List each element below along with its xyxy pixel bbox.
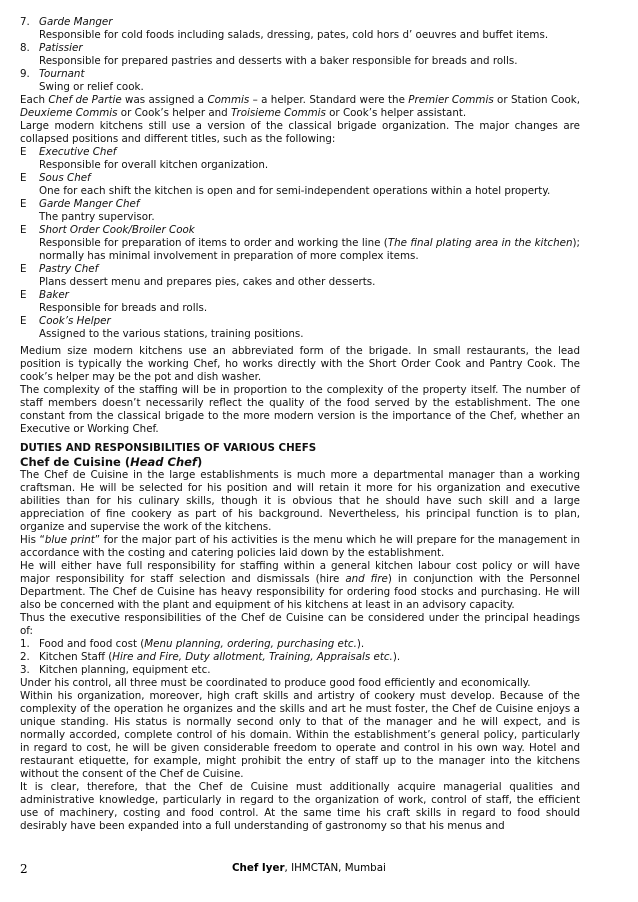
text-run: ). <box>392 651 401 663</box>
list-title: Patissier <box>39 42 83 54</box>
body-paragraph: Thus the executive responsibilities of the Chef de Cuisine can be considered under the principal headings of: <box>20 612 580 637</box>
list-item <box>20 172 580 185</box>
list-description: Assigned to the various stations, training positions. <box>39 328 304 340</box>
section-heading: DUTIES AND RESPONSIBILITIES OF VARIOUS CHEFS <box>20 442 317 454</box>
list-description <box>20 237 580 263</box>
list-title: Garde Manger Chef <box>39 198 140 210</box>
bullet-marker: E <box>20 172 27 184</box>
body-paragraph <box>20 534 580 560</box>
text-run: ). <box>356 638 365 650</box>
text-run: Responsible for preparation of items to order and working the line ( <box>39 237 388 249</box>
medium-kitchens-paragraph: Medium size modern kitchens use an abbreviated form of the brigade. In small restaurants, the lead position is typically the working Chef, ho works directly with the Short Order Cook and Pantry Cook. The cook’s helper may be the pot and dish washer. <box>20 345 580 383</box>
list-title: Garde Manger <box>39 16 113 28</box>
list-description: Responsible for prepared pastries and desserts with a baker responsible for breads and rolls. <box>39 55 518 67</box>
list-number: 1. <box>20 638 30 650</box>
list-item <box>20 664 580 677</box>
list-description: Swing or relief cook. <box>39 81 144 93</box>
footer-author <box>232 862 386 874</box>
list-text <box>39 664 211 677</box>
list-text <box>39 651 400 664</box>
list-item <box>20 224 580 237</box>
list-description: One for each shift the kitchen is open and for semi-independent operations within a hotel property. <box>39 185 551 197</box>
author-name: Chef Iyer <box>232 862 285 874</box>
text-run: He will either have full responsibility for staffing within a general kitchen labour cost policy or will have major responsibility for staff selection and dismissals (hire <box>20 560 580 585</box>
list-item <box>20 198 580 211</box>
list-number: 9. <box>20 68 30 80</box>
text-run: was assigned a <box>121 94 208 106</box>
author-affiliation: , IHMCTAN, Mumbai <box>284 862 386 874</box>
list-title: Short Order Cook/Broiler Cook <box>39 224 195 236</box>
list-item <box>20 146 580 159</box>
brigade-list-top <box>20 16 580 94</box>
body-paragraph: Within his organization, moreover, high craft skills and artistry of cookery must develop. Because of the complexity of the operation he organizes and the skills and art he must foster, the Chef de Cuisine enjoys a unique standing. His status is normally second only to that of the manager and he will expect, and is normally accorded, complete control of his domain. Within the establishment’s general policy, particularly in regard to cost, he will be given considerable freedom to operate and control in his own way. Hotel and restaurant etiquette, for example, might prohibit the entry of staff up to the manager into the kitchens without the consent of the Chef de Cuisine. <box>20 690 580 780</box>
body-paragraph: Under his control, all three must be coordinated to produce good food efficiently and economically. <box>20 677 531 689</box>
text-run: Kitchen Staff ( <box>39 651 113 663</box>
list-description: Responsible for overall kitchen organization. <box>39 159 269 171</box>
large-kitchens-paragraph: Large modern kitchens still use a version of the classical brigade organization. The major changes are collapsed positions and different titles, such as the following: <box>20 120 580 145</box>
text-run: Menu planning, ordering, purchasing etc. <box>144 638 357 650</box>
text-run: ) in conjunction with the Personnel Department. The Chef de Cuisine has heavy responsibility for ordering food stocks and purchasing. He will also be concerned with the plant and equipment of his kitchens at least in an advisory capacity. <box>20 573 580 611</box>
list-title: Executive Chef <box>39 146 117 158</box>
list-title: Baker <box>39 289 69 301</box>
text-run: Chef de Partie <box>48 94 122 106</box>
brigade-list-modern <box>20 146 580 341</box>
list-number: 2. <box>20 651 30 663</box>
list-description: The pantry supervisor. <box>39 211 155 223</box>
text-run: Deuxieme Commis <box>20 107 118 119</box>
bullet-marker: E <box>20 315 27 327</box>
list-number: 8. <box>20 42 30 54</box>
text-run: or Station Cook, <box>493 94 580 106</box>
text-run: – a helper. Standard were the <box>249 94 409 106</box>
text-run: Commis <box>207 94 250 106</box>
list-item <box>20 263 580 276</box>
body-paragraph: The Chef de Cuisine in the large establishments is much more a departmental manager than a working craftsman. He will be selected for his position and will retain it more for his organization and executive abilities than for his culinary skills, though it is obvious that he should have such skill and a large appreciation of fine cookery as part of his background. Nevertheless, his principal function is to plan, organize and supervise the work of the kitchens. <box>20 469 580 533</box>
text-run: Head Chef <box>130 455 197 469</box>
text-run: His “ <box>20 534 45 546</box>
text-run: Each <box>20 94 49 106</box>
page-number: 2 <box>20 862 28 876</box>
list-item <box>20 651 580 664</box>
commis-paragraph <box>20 94 580 120</box>
list-description: Responsible for cold foods including salads, dressing, pates, cold hors d’ oeuvres and buffet items. <box>39 29 549 41</box>
text-run: ” for the major part of his activities is the menu which he will prepare for the management in accordance with the costing and catering policies laid down by the establishment. <box>20 534 580 559</box>
bullet-marker: E <box>20 198 27 210</box>
text-run: Premier Commis <box>408 94 494 106</box>
list-item <box>20 289 580 302</box>
complexity-paragraph: The complexity of the staffing will be in proportion to the complexity of the property itself. The number of staff members doesn’t necessarily reflect the quality of the food served by the establishment. The one constant from the classical brigade to the more modern version is the importance of the Chef, whether an Executive or Working Chef. <box>20 384 580 435</box>
bullet-marker: E <box>20 146 27 158</box>
bullet-marker: E <box>20 224 27 236</box>
text-run: ) <box>196 455 203 469</box>
body-paragraph: It is clear, therefore, that the Chef de Cuisine must additionally acquire managerial qualities and administrative knowledge, particularly in regard to the organization of work, control of staff, the efficient use of machinery, costing and food control. At the same time his craft skills in regard to food should desirably have been expanded into a full understanding of gastronomy so that his menus and <box>20 781 580 832</box>
text-run: Kitchen planning, equipment etc. <box>39 664 211 676</box>
list-number: 3. <box>20 664 30 676</box>
text-run: Troisieme Commis <box>231 107 326 119</box>
list-title: Sous Chef <box>39 172 91 184</box>
text-run: blue print <box>44 534 95 546</box>
text-run: and fire <box>345 573 388 585</box>
text-run: ); normally has minimal involvement in preparation of more complex items. <box>39 237 580 262</box>
list-description: Responsible for breads and rolls. <box>39 302 208 314</box>
list-item <box>20 638 580 651</box>
list-item <box>20 16 580 29</box>
text-run: Food and food cost ( <box>39 638 145 650</box>
list-number: 7. <box>20 16 30 28</box>
bullet-marker: E <box>20 289 27 301</box>
list-title: Pastry Chef <box>39 263 99 275</box>
list-text <box>39 638 364 651</box>
text-run: The final plating area in the kitchen <box>387 237 573 249</box>
sub-heading <box>20 455 580 469</box>
text-run: Hire and Fire, Duty allotment, Training, Appraisals etc. <box>112 651 393 663</box>
list-item <box>20 315 580 328</box>
text-run: or Cook’s helper and <box>117 107 231 119</box>
headings-list <box>20 638 580 677</box>
bullet-marker: E <box>20 263 27 275</box>
list-description: Plans dessert menu and prepares pies, cakes and other desserts. <box>39 276 376 288</box>
list-item <box>20 42 580 55</box>
text-run: or Cook’s helper assistant. <box>325 107 467 119</box>
list-title: Cook’s Helper <box>39 315 111 327</box>
body-paragraph <box>20 560 580 612</box>
list-item <box>20 68 580 81</box>
text-run: Chef de Cuisine ( <box>20 455 131 469</box>
list-title: Tournant <box>39 68 85 80</box>
